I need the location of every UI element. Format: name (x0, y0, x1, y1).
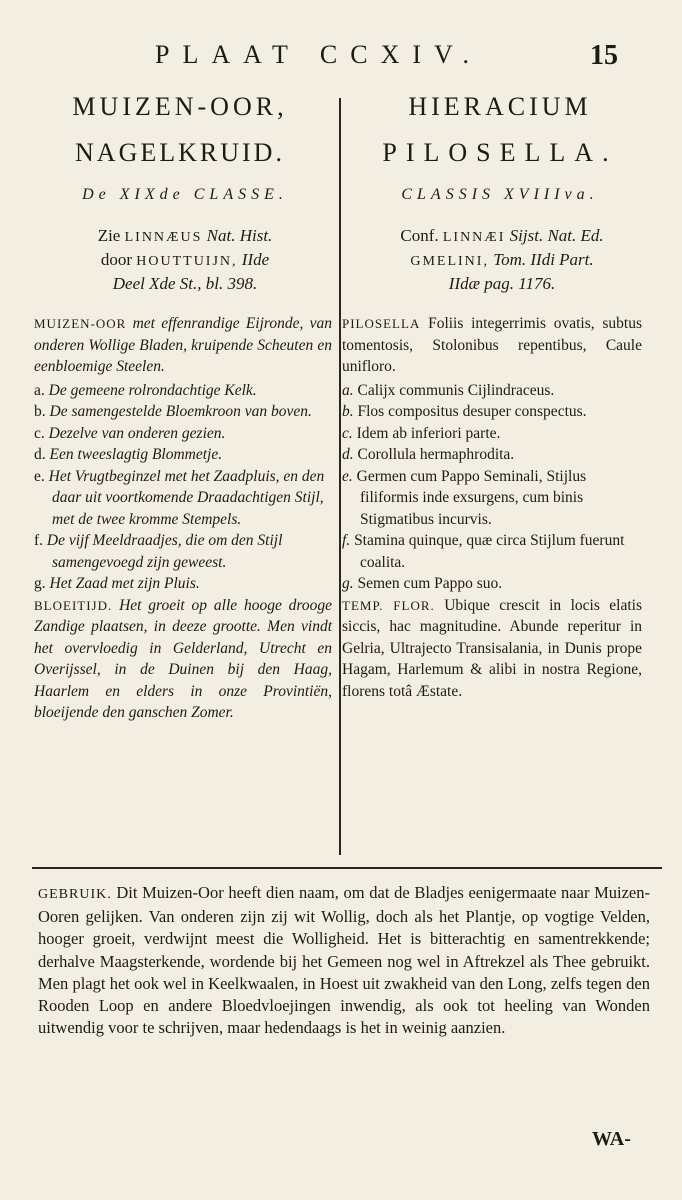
usage-paragraph (38, 882, 650, 1039)
list-item: d. Een tweeslagtig Blommetje. (34, 446, 223, 463)
catchword: WA- (592, 1128, 631, 1150)
dutch-reference (40, 225, 330, 295)
dutch-flowering (34, 595, 332, 724)
list-item: a. De gemeene rolrondachtige Kelk. (34, 381, 257, 399)
dutch-intro (34, 313, 332, 378)
list-item: b. De samengestelde Bloemkroon van boven. (34, 403, 312, 420)
latin-descriptions (342, 313, 642, 702)
dutch-name-line2: NAGELKRUID. (75, 138, 285, 167)
ref-lead: Zie (97, 226, 121, 245)
latin-name-line1: HIERACIUM (408, 92, 592, 121)
latin-intro-lead: PILOSELLA (342, 316, 421, 331)
bloeitijd-lead: BLOEITIJD. (34, 597, 113, 613)
list-item: f. Stamina quinque, quæ circa Stijlum fuerunt coalita. (342, 532, 625, 571)
ref-line2-author: GMELINI, (410, 254, 489, 269)
dutch-intro-lead: MUIZEN-OOR (34, 316, 127, 331)
page-number: 15 (590, 40, 618, 71)
dutch-name-line1: MUIZEN-OOR, (72, 92, 288, 121)
latin-flowering (342, 595, 642, 703)
temp-flor-text: Ubique crescit in locis elatis siccis, hac magnitudine. Abunde reperitur in Gelria, Ultrajecto Transisalania, in Dunis prope Hagam, Harlemum & alibi in nostra Regione, florens totâ Æstate. (342, 596, 642, 700)
latin-name-line2: PILOSELLA. (382, 138, 618, 167)
latin-class-line: CLASSIS XVIIIva. (401, 186, 599, 203)
usage-lead: GEBRUIK. (38, 887, 112, 902)
ref-author: LINNÆUS (124, 230, 203, 245)
column-divider (339, 98, 341, 855)
list-item: e. Germen cum Pappo Seminali, Stijlus filiformis inde exsurgens, cum binis Stigmatibus incurvis. (342, 467, 587, 528)
ref-line2-author: HOUTTUIJN, (136, 254, 238, 269)
list-item: d. Corollula hermaphrodita. (342, 446, 515, 463)
ref-line2-rest: Tom. IIdi Part. (493, 250, 594, 269)
bloeitijd-text: Het groeit op alle hooge drooge Zandige plaatsen, in deeze grootte. Men vindt het overvloedig in Gelderland, Utrecht en Overijssel, in de Duinen bij den Haag, Haarlem en elders in onze Provintiën, bloeijende den ganschen Zomer. (34, 596, 332, 721)
temp-flor-lead: TEMP. FLOR. (342, 597, 435, 613)
ref-line3: Deel Xde St., bl. 398. (112, 274, 258, 293)
list-item: g. Het Zaad met zijn Pluis. (34, 575, 200, 592)
ref-line2-rest: IIde (241, 250, 270, 269)
latin-intro-text: Foliis integerrimis ovatis, subtus tomentosis, Stolonibus repentibus, Caule unifloro. (342, 315, 642, 375)
ref-rest: Sijst. Nat. Ed. (509, 226, 604, 245)
list-item: a. Calijx communis Cijlindraceus. (342, 381, 555, 399)
ref-author: LINNÆI (442, 230, 506, 245)
ref-lead: Conf. (400, 226, 439, 245)
list-item: e. Het Vrugtbeginzel met het Zaadpluis, en den daar uit voortkomende Draadachtigen Stijl, met de twee kromme Stempels. (34, 467, 325, 528)
list-item: b. Flos compositus desuper conspectus. (342, 403, 587, 420)
ref-rest: Nat. Hist. (206, 226, 273, 245)
dutch-descriptions (34, 313, 332, 724)
dutch-intro-text: met effenrandige Eijronde, van onderen Wollige Bladen, kruipende Scheuten en eenbloemige Steelen. (34, 315, 332, 375)
list-item: f. De vijf Meeldraadjes, die om den Stijl samengevoegd zijn geweest. (34, 532, 283, 571)
section-rule (32, 867, 662, 869)
ref-line2-pre: door (100, 250, 133, 269)
list-item: c. Idem ab inferiori parte. (342, 424, 501, 442)
usage-text: Dit Muizen-Oor heeft dien naam, om dat de Bladjes eenigermaate naar Muizen-Ooren gelijken. Van onderen zijn zij wit Wollig, doch als het Plantje, op vogtige Velden, hooger groeit, verdwijnt meest die Wolligheid. Het is bitterachtig en samentrekkende; derhalve Maagsterkende, wordende bij het Gemeen nog wel in Aftrekzel als Thee gebruikt. Men plagt het ook wel in Keelkwaalen, in Hoest uit zwakheid van den Long, zelfs tegen den Rooden Loop en andere Bloedvloejingen inwendig, als ook tot heeling van Wonden uitwendig voor te schrijven, maar hedendaags is het in weinig aanzien. (38, 883, 650, 1038)
list-item: c. Dezelve van onderen gezien. (34, 424, 226, 442)
latin-reference (352, 225, 652, 295)
dutch-class-line: De XIXde CLASSE. (82, 186, 288, 203)
list-item: g. Semen cum Pappo suo. (342, 575, 503, 592)
plate-title: PLAAT CCXIV. (155, 40, 482, 69)
latin-intro (342, 313, 642, 378)
ref-line3: IIdæ pag. 1176. (448, 274, 556, 293)
